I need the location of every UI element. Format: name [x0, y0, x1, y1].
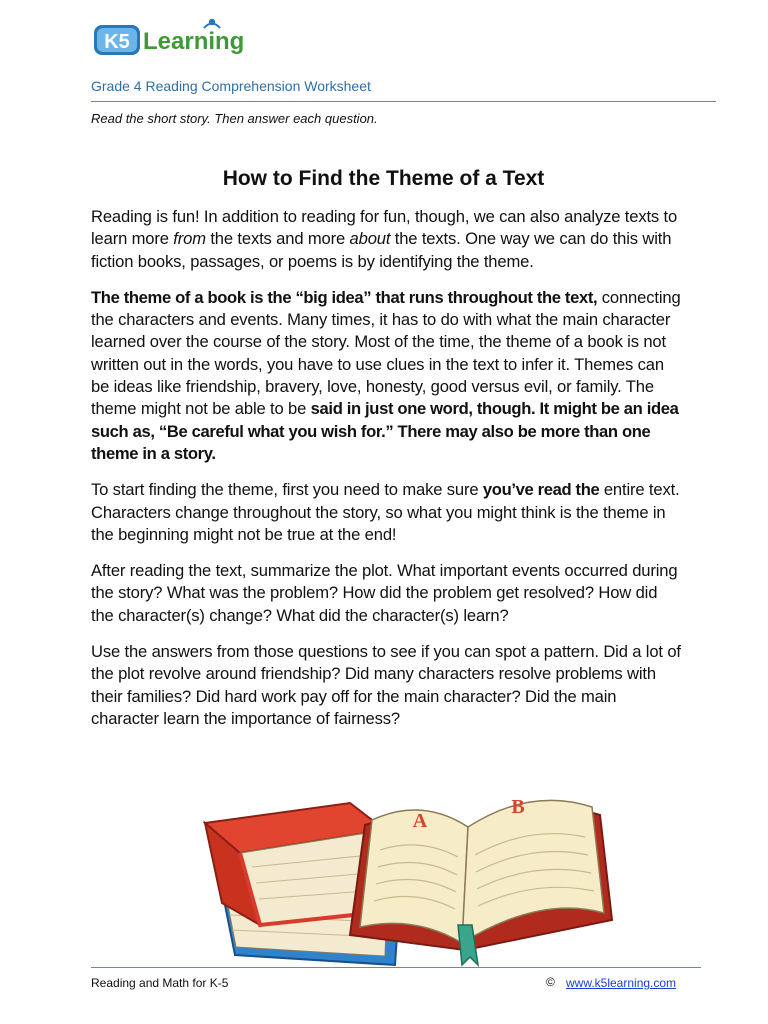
- open-book-icon: [350, 796, 612, 965]
- header-divider: [91, 101, 716, 102]
- k5-learning-logo[interactable]: [93, 16, 263, 60]
- footer-tagline: Reading and Math for K-5: [91, 976, 229, 990]
- books-illustration: [200, 775, 620, 970]
- svg-text:A: A: [412, 810, 428, 832]
- copyright-icon: ©: [546, 975, 555, 989]
- paragraph-3: To start finding the theme, first you need to make sure you’ve read the entire text. Characters change throughout the story, so what you might think is the theme in the beginning might not be true at the end!: [91, 480, 680, 544]
- paragraph-4: After reading the text, summarize the plot. What important events occurred during the story? What was the problem? How did the problem get resolved? How did the character(s) change? What did the character(s) learn?: [91, 561, 678, 625]
- svg-text:Learning: Learning: [143, 28, 245, 55]
- worksheet-subtitle: Grade 4 Reading Comprehension Worksheet: [91, 78, 371, 94]
- instructions: Read the short story. Then answer each question.: [91, 111, 378, 126]
- paragraph-5: Use the answers from those questions to see if you can spot a pattern. Did a lot of the plot revolve around friendship? Did many characters resolve problems with their families? Did hard work pay off for the main character? Did the main character learn the importance of fairness?: [91, 642, 681, 728]
- website-link[interactable]: www.k5learning.com: [566, 976, 677, 990]
- svg-text:K5: K5: [104, 31, 130, 53]
- paragraph-2: The theme of a book is the “big idea” that runs throughout the text, connecting the characters and events. Many times, it has to do with what the main character learned over the course of the story. Most of the time, the theme of a book is not written out in the words, you have to use clues in the text to infer it. Themes can be ideas like friendship, bravery, love, honesty, good versus evil, or family. The theme might not be able to be said in just one word, though. It might be an idea such as, “Be careful what you wish for.” There may also be more than one theme in a story.: [91, 287, 681, 463]
- story-body: [91, 206, 681, 744]
- page-title: How to Find the Theme of a Text: [222, 167, 545, 190]
- paragraph-1: Reading is fun! In addition to reading for fun, though, we can also analyze texts to learn more from the texts and more about the texts. One way we can do this with fiction books, passages, or poems is by identifying the theme.: [91, 207, 678, 271]
- footer-divider: [91, 967, 701, 968]
- svg-text:B: B: [511, 796, 525, 818]
